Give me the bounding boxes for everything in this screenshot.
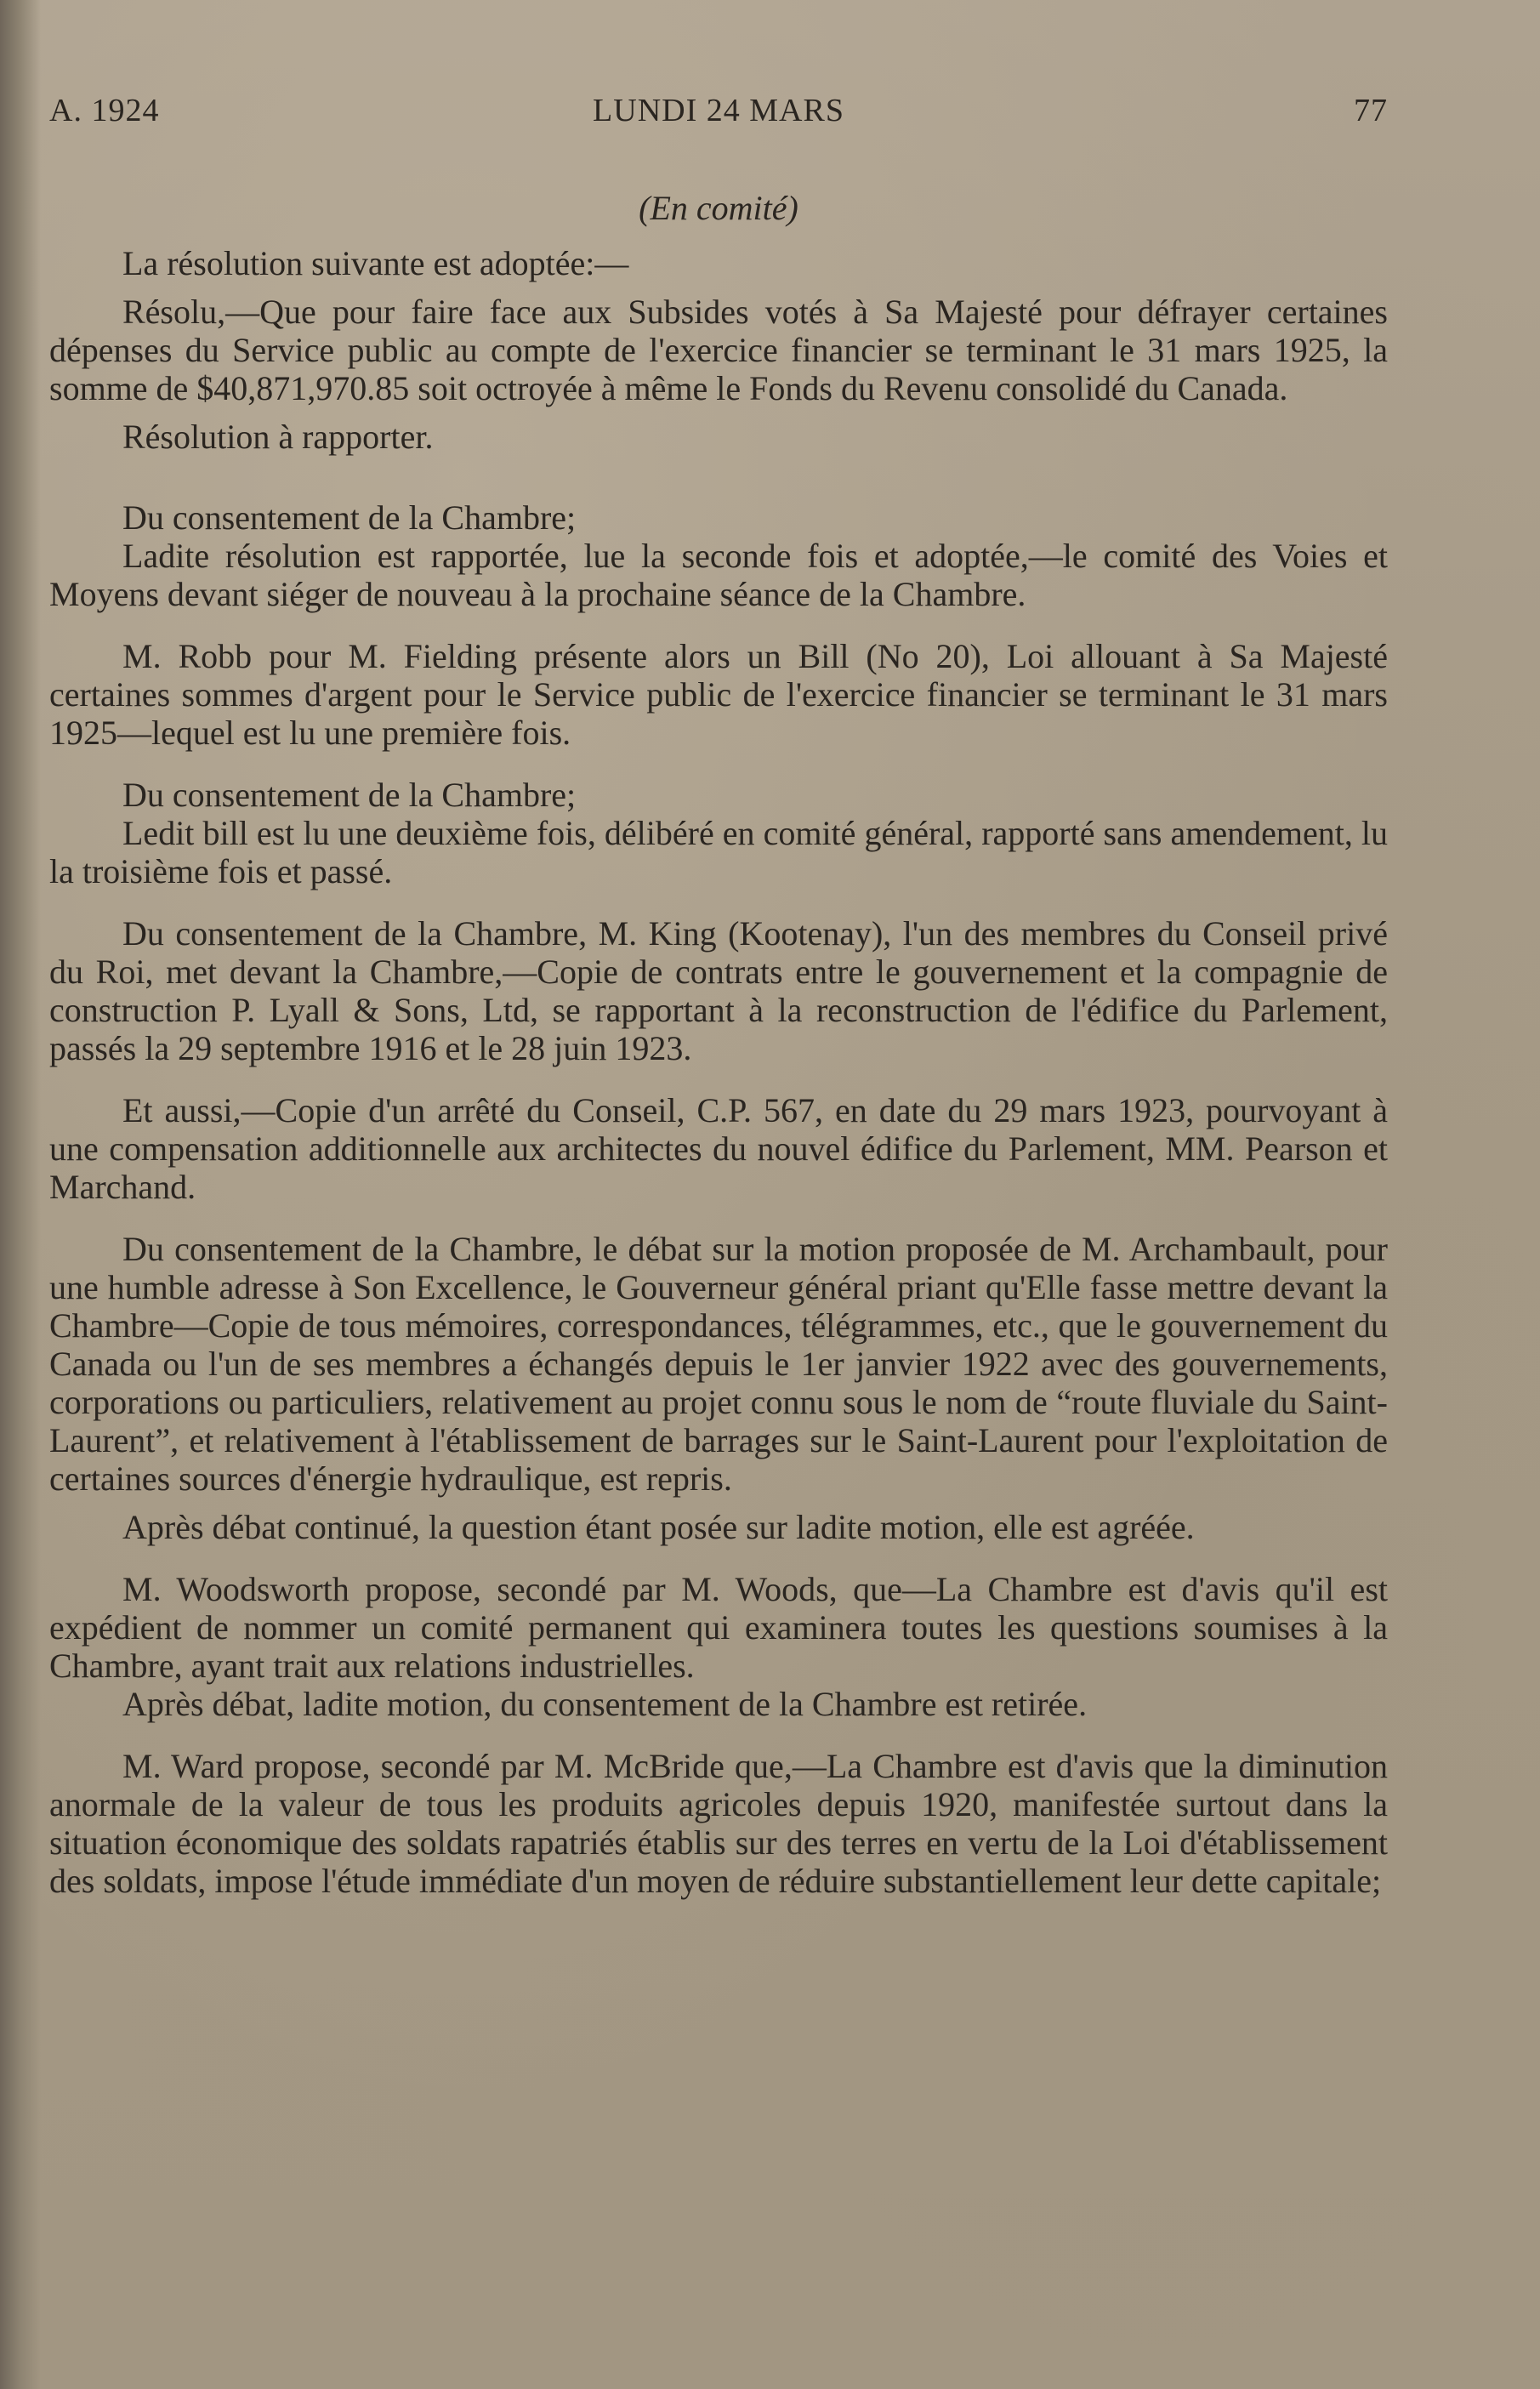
paragraph: Du consentement de la Chambre;	[122, 498, 577, 537]
paragraph: Après débat, ladite motion, du consentement de la Chambre est retirée.	[122, 1685, 1088, 1723]
section-heading: (En comité)	[639, 189, 798, 227]
running-header	[49, 92, 1388, 134]
paragraph: Et aussi,—Copie d'un arrêté du Conseil, C.P. 567, en date du 29 mars 1923, pourvoyant à une compensation additionnelle aux architectes du nouvel édifice du Parlement, MM. Pearson et Marchand.	[49, 1091, 1388, 1206]
paragraph: Résolu,—Que pour faire face aux Subsides votés à Sa Majesté pour défrayer certaines dépenses du Service public au compte de l'exercice financier se terminant le 31 mars 1925, la somme de $40,871,970.85 soit octroyée à même le Fonds du Revenu consolidé du Canada.	[49, 293, 1388, 407]
paragraph: Du consentement de la Chambre;	[122, 776, 577, 814]
paragraph: Du consentement de la Chambre, M. King (Kootenay), l'un des membres du Conseil privé du Roi, met devant la Chambre,—Copie de contrats entre le gouvernement et la compagnie de construction P. Lyall & Sons, Ltd, se rapportant à la reconstruction de l'édifice du Parlement, passés la 29 septembre 1916 et le 28 juin 1923.	[49, 914, 1388, 1067]
paragraph: M. Woodsworth propose, secondé par M. Woods, que—La Chambre est d'avis qu'il est expédient de nommer un comité permanent qui examinera toutes les questions soumises à la Chambre, ayant trait aux relations industrielles.	[49, 1570, 1388, 1685]
paragraph: M. Robb pour M. Fielding présente alors un Bill (No 20), Loi allouant à Sa Majesté certaines sommes d'argent pour le Service public de l'exercice financier se terminant le 31 mars 1925—lequel est lu une première fois.	[49, 637, 1388, 752]
paragraph: M. Ward propose, secondé par M. McBride que,—La Chambre est d'avis que la diminution anormale de la valeur de tous les produits agricoles depuis 1920, manifestée surtout dans la situation économique des soldats rapatriés établis sur des terres en vertu de la Loi d'établissement des soldats, impose l'étude immédiate d'un moyen de réduire substantiellement leur dette capitale;	[49, 1747, 1388, 1900]
paragraph: Ledit bill est lu une deuxième fois, délibéré en comité général, rapporté sans amendement, lu la troisième fois et passé.	[49, 814, 1388, 890]
paragraph: Après débat continué, la question étant posée sur ladite motion, elle est agréée.	[122, 1508, 1195, 1546]
paragraph: Du consentement de la Chambre, le débat sur la motion proposée de M. Archambault, pour une humble adresse à Son Excellence, le Gouverneur général priant qu'Elle fasse mettre devant la Chambre—Copie de tous mémoires, correspondances, télégrammes, etc., que le gouvernement du Canada ou l'un de ses membres a échangés depuis le 1er janvier 1922 avec des gouvernements, corporations ou particuliers, relativement au projet connu sous le nom de “route fluviale du Saint-Laurent”, et relativement à l'établissement de barrages sur le Saint-Laurent pour l'exploitation de certaines sources d'énergie hydraulique, est repris.	[49, 1230, 1388, 1498]
paragraph: Résolution à rapporter.	[122, 418, 434, 456]
paragraph: Ladite résolution est rapportée, lue la seconde fois et adoptée,—le comité des Voies et Moyens devant siéger de nouveau à la prochaine séance de la Chambre.	[49, 537, 1388, 613]
header-year: A. 1924	[49, 93, 160, 128]
page-number: 77	[1354, 93, 1388, 128]
header-date: LUNDI 24 MARS	[593, 93, 844, 128]
book-spine-shadow	[0, 0, 41, 2389]
paragraph: La résolution suivante est adoptée:—	[122, 244, 629, 282]
page-body	[49, 189, 1388, 1900]
